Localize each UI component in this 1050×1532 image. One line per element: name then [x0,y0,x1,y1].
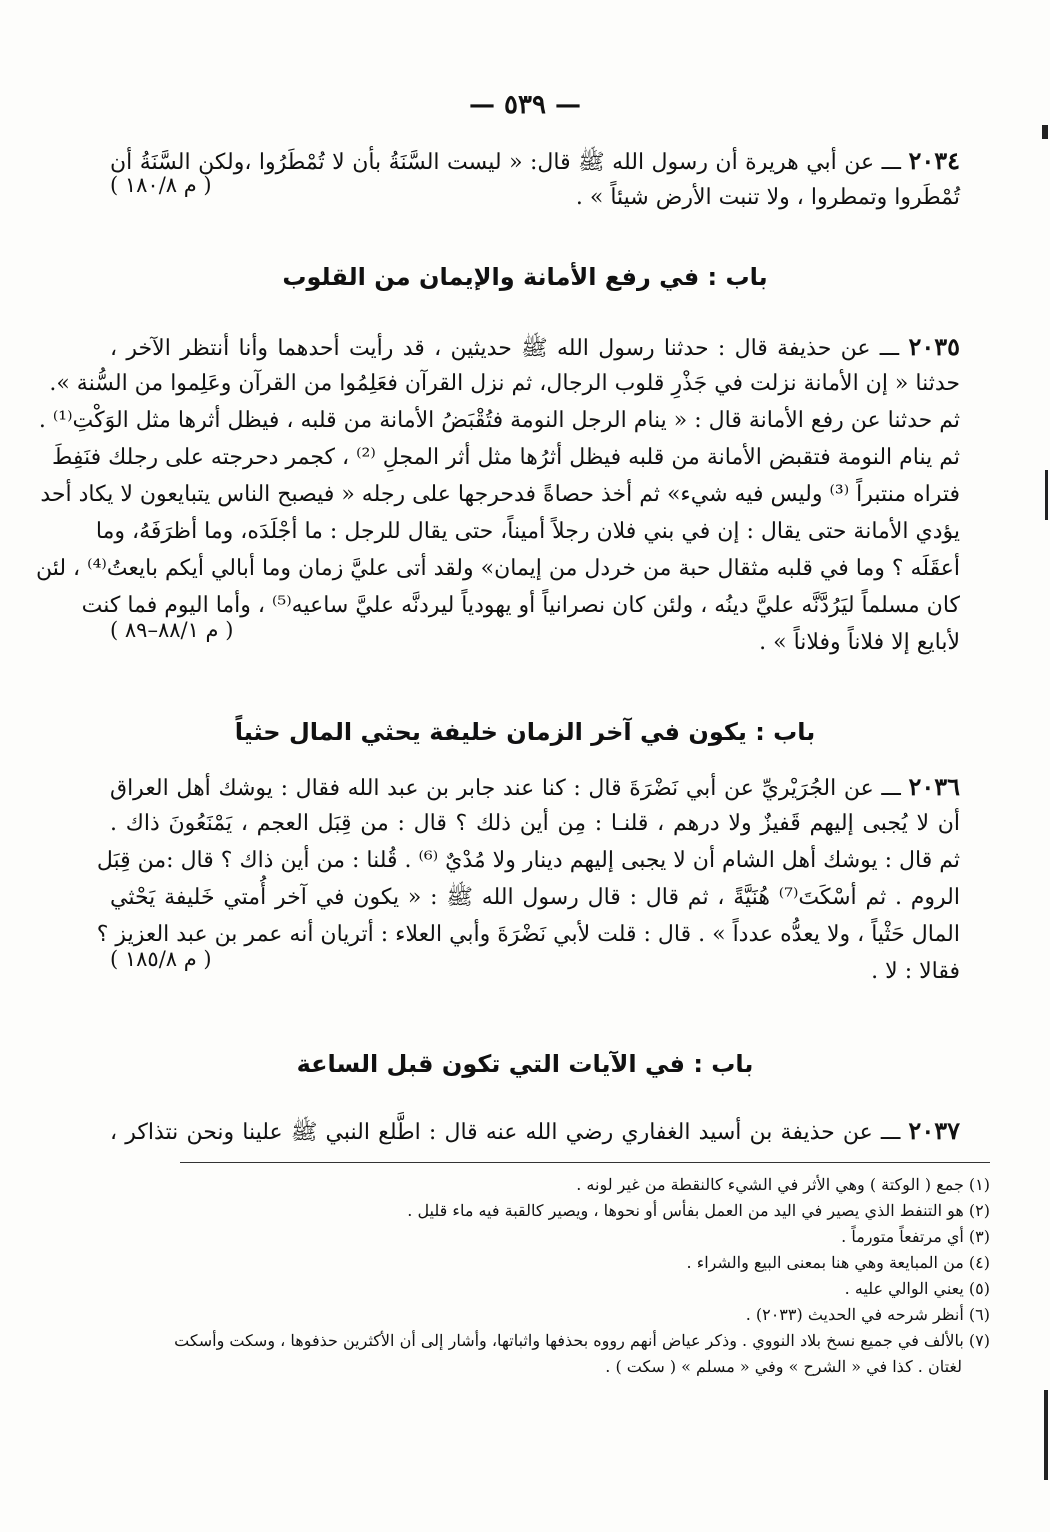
hadith-2034 [110,142,960,216]
scan-edge-mark [1045,470,1048,520]
hadith-line [110,768,960,805]
footnote-separator [180,1162,990,1163]
page-number: — ٥٣٩ — [468,90,582,120]
hadith-line [110,1112,960,1149]
footnote: (٦) أنظر شرحه في الحديث (٢٠٣٣) . [745,1305,990,1324]
hadith-line: حدثنا « إن الأمانة نزلت في جَذْرِ قلوب الرجال، ثم نزل القرآن فعَلِمُوا من القرآن وعَلِموا من السُّنة ». [49,371,960,396]
hadith-line: ثم ينام النومة فتقبض الأمانة من قلبه فيظل أثرُها مثل أثر المجلِ ⁽²⁾ ، كجمر دحرجته على رجلك فنَفِطَ [51,445,960,470]
hadith-line: فتراه منتبراً ⁽³⁾ وليس فيه شيء» ثم أخذ حصاةً فدحرجها على رجله « فيصبح الناس يتبايعون لا يكاد أحد [40,482,960,507]
hadith-line: ثم قال : يوشك أهل الشام أن لا يجبى إليهم دينار ولا مُدْيٌ ⁽⁶⁾ . قُلنا : من أين ذاك ؟ قال :من قِبَل [96,848,960,873]
hadith-text: تُمْطَروا وتمطروا ، ولا تنبت الأرض شيئاً » . [575,185,960,210]
chapter-heading: باب : يكون في آخر الزمان خليفة يحثي المال حثياً [234,718,816,746]
hadith-line: المال حَثْياً ، ولا يعدُّه عدداً » . قال : قلت لأبي نَضْرَةَ وأبي العلاء : أتريان أنه عمر بن عبد العزيز ؟ [96,922,960,947]
chapter-heading: باب : في الآيات التي تكون قبل الساعة [296,1050,754,1078]
source-reference: ( م ١٨٠/٨ ) [110,173,212,197]
hadith-2036 [96,768,960,990]
hadith-text: ـــ عن أبي هريرة أن رسول الله ﷺ قال: « ليست السَّنَةُ بأن لا تُمْطَرُوا ،ولكن السَّنَةُ أن [110,150,901,175]
footnote: (٧) بالألف في جميع نسخ بلاد النووي . وذكر عياض أنهم رووه بحذفها واثباتها، وأشار إلى أن الأكثرين حذفوها ، وسكت وأسكت [174,1331,990,1350]
hadith-line: الروم . ثم أسْكَتَ⁽⁷⁾ هُنَيَّةً ، ثم قال : قال رسول الله ﷺ : « يكون في آخر أُمتي خَليفة يَحْثي [110,885,960,910]
hadith-text: ـــ عن حذيفة بن أسيد الغفاري رضي الله عنه قال : اطَّلع النبي ﷺ علينا ونحن نتذاكر ، [110,1120,901,1145]
footnote: (٢) هو التنفط الذي يصير في اليد من العمل بفأس أو نحوها ، ويصير كالقبة فيه ماء قليل . [407,1201,990,1220]
hadith-number: ٢٠٣٧ [908,1116,960,1145]
hadith-line [110,328,960,365]
hadith-text: ـــ عن الجُرَيْريِّ عن أبي نَضْرَةَ قال : كنا عند جابر بن عبد الله فقال : يوشك أهل العراق [110,776,901,801]
hadith-text: ـــ عن حذيفة قال : حدثنا رسول الله ﷺ حديثين ، قد رأيت أحدهما وأنا أنتظر الآخر ، [110,336,900,361]
source-reference: ( م ١٨٥/٨ ) [110,947,212,971]
hadith-2037 [110,1112,960,1149]
hadith-line [110,947,960,990]
footnote: (١) جمع ( الوكتة ) وهي الأثر في الشيء كالنقطة من غير لونه . [576,1175,990,1194]
hadith-text: لأبايع إلا فلاناً وفلاناً » . [759,630,960,655]
hadith-number: ٢٠٣٤ [908,146,960,175]
hadith-line: ثم حدثنا عن رفع الأمانة قال : « ينام الرجل النومة فتُقْبَضُ الأمانة من قلبه ، فيظل أثرها مثل الوَكْتِ⁽¹⁾ . [38,408,960,433]
scan-edge-mark [1044,1390,1048,1480]
hadith-line: أعقَلَه ؟ وما في قلبه مثقال حبة من خردل من إيمان» ولقد أتى عليَّ زمان وما أبالي أيكم بايعتُ⁽⁴⁾ ، لئن [35,556,960,581]
footnotes [110,1172,990,1380]
footnote-continuation: لغتان . كذا في « الشرح » وفي « مسلم » ( سكت ) . [605,1357,962,1376]
hadith-line: يؤدي الأمانة حتى يقال : إن في بني فلان رجلاً أميناً، حتى يقال للرجل : ما أجْلَدَه، وما أظرَفَهُ، وما [95,519,960,544]
chapter-heading: باب : في رفع الأمانة والإيمان من القلوب [282,263,768,291]
hadith-text: فقالا : لا . [871,959,960,984]
hadith-line: كان مسلماً ليَرُدَّنَّه عليَّ دينُه ، ولئن كان نصرانياً أو يهودياً ليردنَّه عليَّ ساعيه⁽⁵⁾ ، وأما اليوم فما كنت [81,593,960,618]
hadith-number: ٢٠٣٦ [908,772,960,801]
hadith-line: أن لا يُجبى إليهم قَفيزٌ ولا درهم ، قلنـا : مِن أين ذلك ؟ قال : من قِبَل العجم ، يَمْنَعُونَ ذاك . [110,811,960,836]
footnote: (٤) من المبايعة وهي هنا بمعنى البيع والشراء . [686,1253,990,1272]
source-reference: ( م ٨٨/١–٨٩ ) [110,618,234,642]
footnote: (٥) يعني الوالي عليه . [844,1279,990,1298]
hadith-line [110,142,960,179]
footnote: (٣) أي مرتفعاً متورماً . [841,1227,990,1246]
hadith-number: ٢٠٣٥ [908,332,960,361]
hadith-2035 [35,328,960,661]
scan-edge-mark [1042,125,1048,139]
hadith-line [110,173,960,216]
hadith-line [110,618,960,661]
